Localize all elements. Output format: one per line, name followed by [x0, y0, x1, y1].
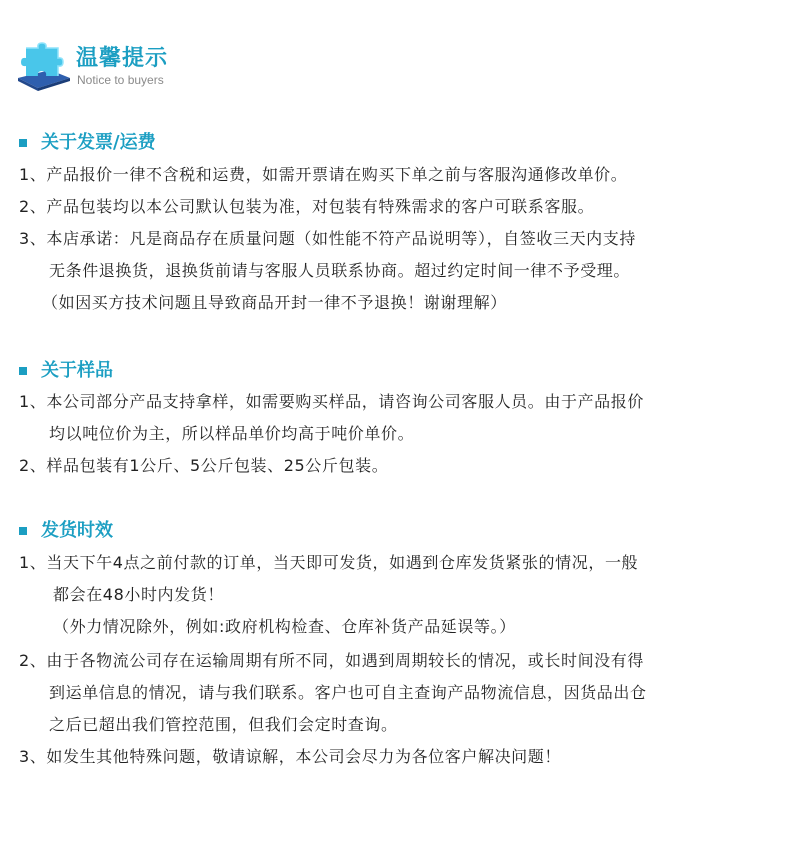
notice-line: 3、本店承诺：凡是商品存在质量问题（如性能不符产品说明等），自签收三天内支持 [19, 229, 636, 248]
notice-line: 均以吨位价为主，所以样品单价均高于吨价单价。 [49, 424, 415, 443]
puzzle-icon [16, 40, 72, 92]
notice-line: 到运单信息的情况，请与我们联系。客户也可自主查询产品物流信息，因货品出仓 [49, 683, 647, 702]
notice-line: 2、由于各物流公司存在运输周期有所不同，如遇到周期较长的情况，或长时间没有得 [19, 651, 644, 670]
notice-line: 之后已超出我们管控范围，但我们会定时查询。 [49, 715, 398, 734]
section-title: 关于发票/运费 [41, 132, 156, 153]
notice-note: （如因买方技术问题且导致商品开封一律不予退换！谢谢理解） [42, 293, 507, 312]
notice-note: （外力情况除外，例如:政府机构检查、仓库补货产品延误等。） [53, 617, 516, 636]
notice-line: 2、产品包装均以本公司默认包装为准，对包装有特殊需求的客户可联系客服。 [19, 197, 595, 216]
square-bullet-icon [19, 367, 27, 375]
page-title: 温馨提示 [76, 46, 169, 71]
notice-line: 1、本公司部分产品支持拿样，如需要购买样品，请咨询公司客服人员。由于产品报价 [19, 392, 644, 411]
section-title: 发货时效 [41, 520, 113, 541]
notice-line: 1、当天下午4点之前付款的订单，当天即可发货，如遇到仓库发货紧张的情况，一般 [19, 553, 639, 572]
square-bullet-icon [19, 527, 27, 535]
notice-line: 都会在48小时内发货！ [53, 585, 224, 604]
notice-header [16, 40, 316, 96]
notice-line: 3、如发生其他特殊问题，敬请谅解，本公司会尽力为各位客户解决问题！ [19, 747, 561, 766]
notice-line: 2、样品包装有1公斤、5公斤包装、25公斤包装。 [19, 456, 389, 475]
notice-line: 1、产品报价一律不含税和运费，如需开票请在购买下单之前与客服沟通修改单价。 [19, 165, 628, 184]
square-bullet-icon [19, 139, 27, 147]
section-title: 关于样品 [41, 360, 113, 381]
page-subtitle: Notice to buyers [77, 73, 164, 87]
notice-line: 无条件退换货，退换货前请与客服人员联系协商。超过约定时间一律不予受理。 [49, 261, 631, 280]
